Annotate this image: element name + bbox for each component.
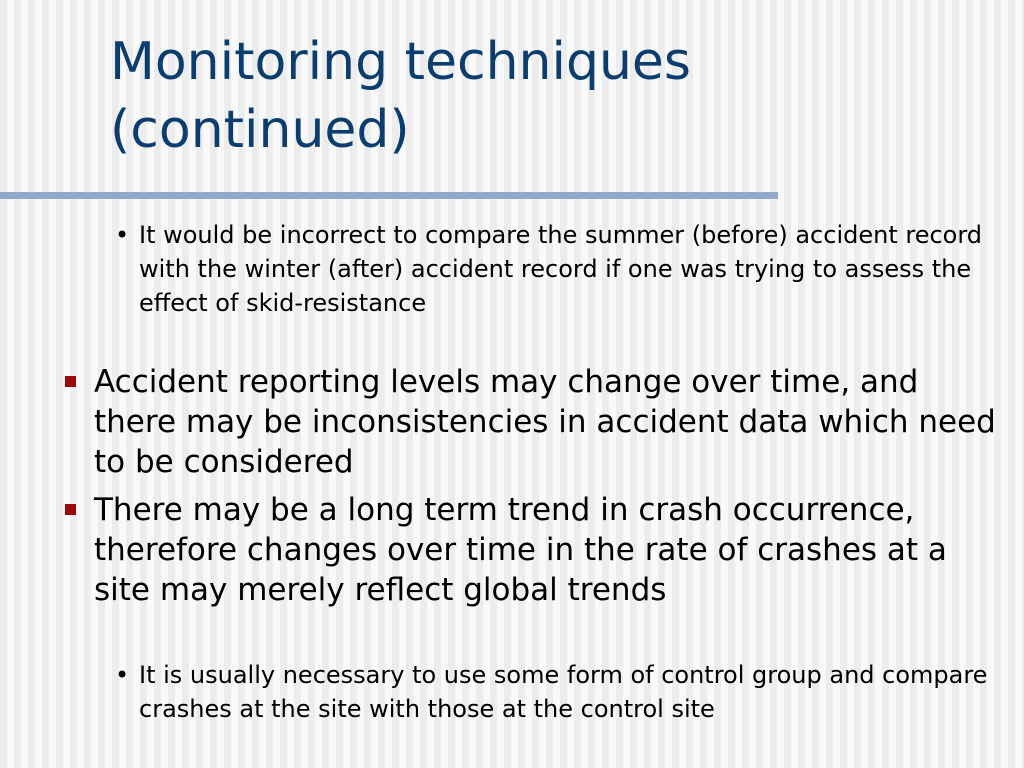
square-bullet-icon bbox=[65, 376, 76, 387]
bullet-text: It is usually necessary to use some form of control group and compare crashes at the site with those at the control site bbox=[139, 661, 988, 723]
sub-bullet-item bbox=[115, 658, 1009, 726]
square-bullet-icon bbox=[65, 504, 76, 515]
dot-bullet-icon: • bbox=[115, 221, 130, 249]
bullet-item bbox=[94, 490, 1009, 610]
bullet-text: Accident reporting levels may change over time, and there may be inconsistencies in accident data which need to be considered bbox=[94, 364, 996, 480]
dot-bullet-icon: • bbox=[115, 661, 130, 689]
bullet-text: There may be a long term trend in crash occurrence, therefore changes over time in the rate of crashes at a site may merely reflect global trends bbox=[94, 492, 947, 608]
bullet-text: It would be incorrect to compare the summer (before) accident record with the winter (after) accident record if one was trying to assess the effect of skid-resistance bbox=[139, 221, 983, 317]
slide-title: Monitoring techniques (continued) bbox=[110, 32, 691, 160]
bullet-item bbox=[94, 362, 1009, 482]
sub-bullet-item bbox=[115, 218, 1009, 320]
